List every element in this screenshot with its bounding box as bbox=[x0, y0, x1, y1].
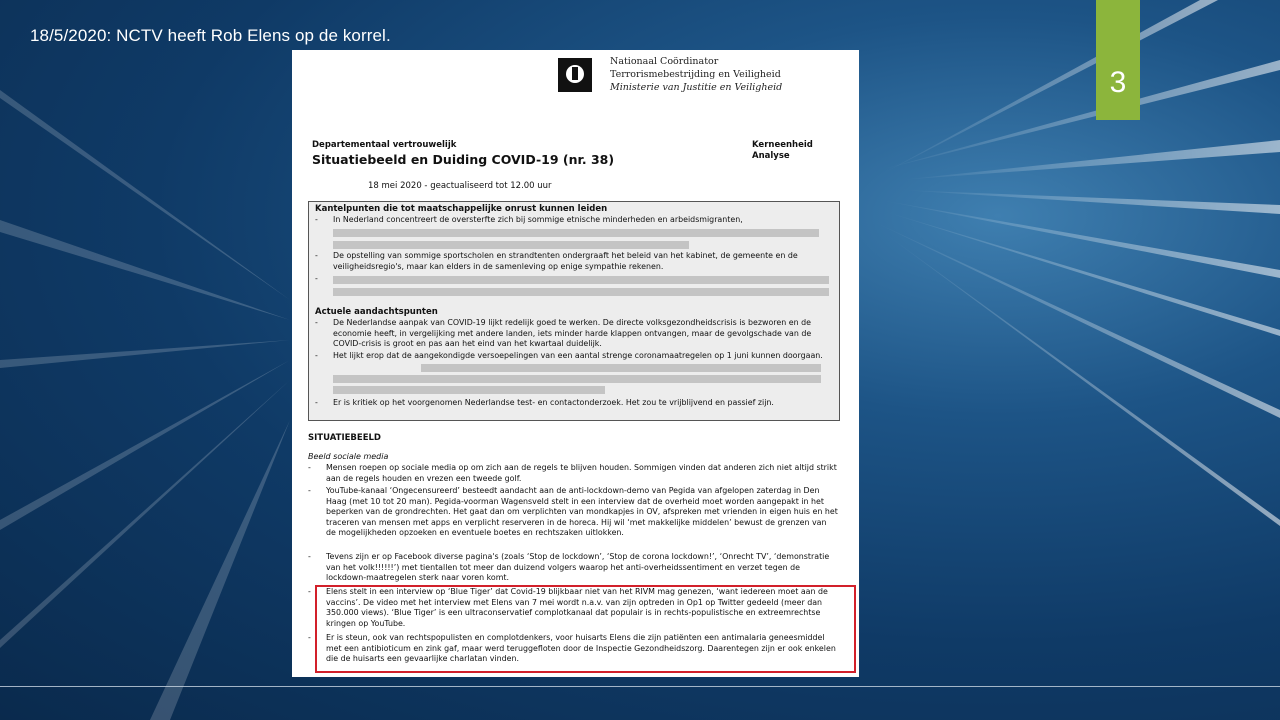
org-line-2: Terrorismebestrijding en Veiligheid bbox=[610, 69, 781, 80]
list-item-text: Tevens zijn er op Facebook diverse pagina's (zoals ‘Stop de lockdown’, ‘Stop de corona lockdown!’, ‘Onrecht TV’, ‘demonstratie van het volk!!!!!!’) met tientallen tot meer dan duizend volgers waarop het anti-overheidssentiment en verzet tegen de lockdown-maatregelen sterk naar voren komt. bbox=[326, 552, 830, 582]
document-date: 18 mei 2020 - geactualiseerd tot 12.00 uur bbox=[368, 181, 552, 191]
org-line-1: Nationaal Coördinator bbox=[610, 56, 719, 67]
box-item-text: Het lijkt erop dat de aangekondigde versoepelingen van een aantal strenge coronamaatregelen op 1 juni kunnen doorgaan. bbox=[333, 351, 823, 360]
page-number-badge bbox=[1096, 0, 1140, 120]
redaction-bar bbox=[421, 364, 821, 372]
box-item: - Er is kritiek op het voorgenomen Nederlandse test- en contactonderzoek. Het zou te vrijblijvend en passief zijn. bbox=[315, 398, 831, 409]
box-item: - Het lijkt erop dat de aangekondigde versoepelingen van een aantal strenge coronamaatregelen op 1 juni kunnen doorgaan. bbox=[315, 351, 831, 362]
redaction-bar bbox=[333, 288, 829, 296]
page-number: 3 bbox=[1109, 66, 1127, 99]
redaction-bar bbox=[333, 229, 819, 237]
footer-divider bbox=[0, 686, 1280, 687]
organisation-name bbox=[610, 55, 782, 94]
summary-box: Kantelpunten die tot maatschappelijke onrust kunnen leiden - In Nederland concentreert de oversterfte zich bij sommige etnische minderheden en arbeidsmigranten, - De opstelling van sommige sportscholen en strandtenten ondergraaft het beleid van het kabinet, de gemeente en de veiligheidsregio's, maar kan elders in de samenleving op enige sympathie rekenen. - Actuele aandachtspunten - De Nederlandse aanpak van COVID-19 lijkt redelijk goed te werken. De directe volksgezondheidscrisis is bezworen en de economie heeft, in vergelijking met andere landen, iets minder harde klappen ontvangen, maar de gevolgschade van de COVID-crisis is groot en pas aan het eind van het kwartaal duidelijk. - Het lijkt erop dat de aangekondigde versoepelingen van een aantal strenge coronamaatregelen op 1 juni kunnen doorgaan. - Er is kritiek op het voorgenomen Nederlandse test- en contactonderzoek. Het zou te vrijblijvend en passief zijn. bbox=[308, 201, 840, 421]
box-item: - De Nederlandse aanpak van COVID-19 lijkt redelijk goed te werken. De directe volksgezondheidscrisis is bezworen en de economie heeft, in vergelijking met andere landen, iets minder harde klappen ontvangen, maar de gevolgschade van de COVID-crisis is groot en pas aan het eind van het kwartaal duidelijk. bbox=[315, 318, 831, 350]
list-item: - Tevens zijn er op Facebook diverse pagina's (zoals ‘Stop de lockdown’, ‘Stop de corona lockdown!’, ‘Onrecht TV’, ‘demonstratie van het volk!!!!!!’) met tientallen tot meer dan duizend volgers waarop het anti-overheidssentiment en verzet tegen de lockdown-maatregelen sterk naar voren komt. bbox=[308, 552, 838, 584]
list-item-text: Er is steun, ook van rechtspopulisten en complotdenkers, voor huisarts Elens die zijn patiënten een antimalaria geneesmiddel met een antibioticum en zink gaf, maar werd teruggefloten door de Inspectie Gezondheidszorg. Daarentegen zijn er ook enkelen die de huisarts een gevaarlijke charlatan vinden. bbox=[326, 633, 836, 663]
list-item: - Er is steun, ook van rechtspopulisten en complotdenkers, voor huisarts Elens die zijn patiënten een antimalaria geneesmiddel met een antibioticum en zink gaf, maar werd teruggefloten door de Inspectie Gezondheidszorg. Daarentegen zijn er ook enkelen die de huisarts een gevaarlijke charlatan vinden. bbox=[308, 633, 838, 665]
slide-title: 18/5/2020: NCTV heeft Rob Elens op de korrel. bbox=[30, 26, 391, 45]
classification: Departementaal vertrouwelijk bbox=[312, 140, 457, 150]
red-highlight-frame bbox=[315, 585, 856, 673]
list-item-text: Mensen roepen op sociale media op om zich aan de regels te blijven houden. Sommigen vinden dat anderen zich niet altijd strikt aan de regels houden en vrezen een tweede golf. bbox=[326, 463, 837, 483]
box-item: - In Nederland concentreert de oversterfte zich bij sommige etnische minderheden en arbeidsmigranten, bbox=[315, 215, 831, 226]
redaction-bar bbox=[333, 375, 821, 383]
list-item: - Elens stelt in een interview op ‘Blue Tiger’ dat Covid-19 blijkbaar niet van het RIVM mag genezen, ‘want iedereen moet aan de vaccins’. De video met het interview met Elens van 7 mei wordt n.a.v. van zijn optreden in Op1 op Twitter gedeeld (meer dan 350.000 views). ‘Blue Tiger’ is een ultraconservatief complotkanaal dat populair is in rechts-populistische en extreemrechtse kringen op YouTube. bbox=[308, 587, 838, 629]
box-item-text: Er is kritiek op het voorgenomen Nederlandse test- en contactonderzoek. Het zou te vrijblijvend en passief zijn. bbox=[333, 398, 774, 407]
box-item: - De opstelling van sommige sportscholen en strandtenten ondergraaft het beleid van het kabinet, de gemeente en de veiligheidsregio's, maar kan elders in de samenleving op enige sympathie rekenen. bbox=[315, 251, 831, 272]
redaction-bar bbox=[333, 276, 829, 284]
document-title: Situatiebeeld en Duiding COVID-19 (nr. 38) bbox=[312, 152, 615, 167]
list-item: - YouTube-kanaal ‘Ongecensureerd’ besteedt aandacht aan de anti-lockdown-demo van Pegida van afgelopen zaterdag in Den Haag (met 10 tot 20 man). Pegida-voorman Wagensveld stelt in een interview dat de overheid moet worden aangepakt in het beperken van de grondrechten. Het gaat dan om verplichten van mondkapjes in OV, afspreken met vrienden in eigen huis en het traceren van mensen met apps en verplicht reserveren in de horeca. Hij wil ‘met makkelijke middelen’ bewust de grenzen van de mogelijkheden opzoeken en eventuele boetes en rechtszaken uitlokken. bbox=[308, 486, 838, 537]
redaction-bar bbox=[333, 386, 605, 394]
list-item-text: YouTube-kanaal ‘Ongecensureerd’ besteedt aandacht aan de anti-lockdown-demo van Pegida van afgelopen zaterdag in Den Haag (met 10 tot 20 man). Pegida-voorman Wagensveld stelt in een interview dat de overheid moet worden aangepakt in het beperken van de grondrechten. Het gaat dan om verplichten van mondkapjes in OV, afspreken met vrienden in eigen huis en het traceren van mensen met apps en verplicht reserveren in de horeca. Hij wil ‘met makkelijke middelen’ bewust de grenzen van de mogelijkheden opzoeken en eventuele boetes en rechtszaken uitlokken. bbox=[326, 486, 838, 537]
document-scan bbox=[292, 50, 859, 677]
subsection-heading: Beeld sociale media bbox=[308, 452, 389, 461]
unit-line-2: Analyse bbox=[752, 151, 790, 161]
box-heading-2: Actuele aandachtspunten bbox=[315, 307, 438, 317]
unit-line-1: Kerneenheid bbox=[752, 140, 813, 150]
box-heading-1: Kantelpunten die tot maatschappelijke onrust kunnen leiden bbox=[315, 204, 608, 214]
box-item-text: De opstelling van sommige sportscholen en strandtenten ondergraaft het beleid van het kabinet, de gemeente en de veiligheidsregio's, maar kan elders in de samenleving op enige sympathie rekenen. bbox=[333, 251, 798, 271]
list-item-text: Elens stelt in een interview op ‘Blue Tiger’ dat Covid-19 blijkbaar niet van het RIVM mag genezen, ‘want iedereen moet aan de vaccins’. De video met het interview met Elens van 7 mei wordt n.a.v. van zijn optreden in Op1 op Twitter gedeeld (meer dan 350.000 views). ‘Blue Tiger’ is een ultraconservatief complotkanaal dat populair is in rechts-populistische en extreemrechtse kringen op YouTube. bbox=[326, 587, 828, 628]
redaction-bar bbox=[333, 241, 689, 249]
box-item-text: In Nederland concentreert de oversterfte zich bij sommige etnische minderheden en arbeidsmigranten, bbox=[333, 215, 743, 224]
section-heading: SITUATIEBEELD bbox=[308, 433, 381, 443]
unit-label bbox=[752, 140, 813, 162]
list-item: - Mensen roepen op sociale media op om zich aan de regels te blijven houden. Sommigen vinden dat anderen zich niet altijd strikt aan de regels houden en vrezen een tweede golf. bbox=[308, 463, 837, 483]
coat-of-arms-logo bbox=[558, 58, 592, 92]
box-item-text: De Nederlandse aanpak van COVID-19 lijkt redelijk goed te werken. De directe volksgezondheidscrisis is bezworen en de economie heeft, in vergelijking met andere landen, iets minder harde klappen ontvangen, maar de gevolgschade van de COVID-crisis is groot en pas aan het eind van het kwartaal duidelijk. bbox=[333, 318, 812, 348]
org-line-3: Ministerie van Justitie en Veiligheid bbox=[610, 82, 783, 93]
